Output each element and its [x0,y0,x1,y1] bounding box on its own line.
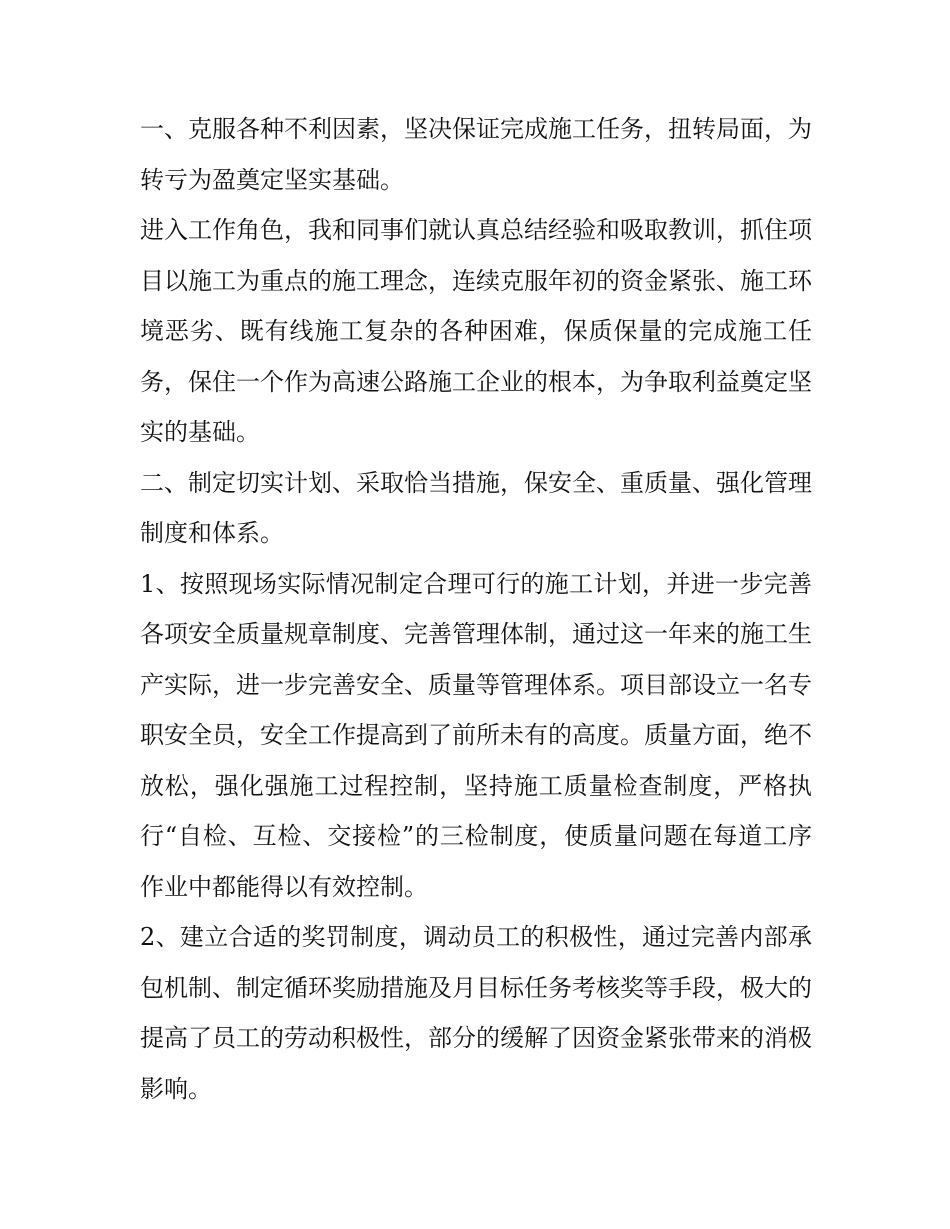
section-heading-2: 二、制定切实计划、采取恰当措施，保安全、重质量、强化管理制度和体系。 [140,468,812,547]
section-heading-1: 一、克服各种不利因素，坚决保证完成施工任务，扭转局面，为转亏为盈奠定坚实基础。 [140,115,812,194]
body-paragraph-2: 1、按照现场实际情况制定合理可行的施工计划，并进一步完善各项安全质量规章制度、完善管理体制，通过这一年来的施工生产实际，进一步完善安全、质量等管理体系。项目部设立一名专职安全员，安全工作提高到了前所未有的高度。质量方面，绝不放松，强化强施工过程控制，坚持施工质量检查制度，严格执行“自检、互检、交接检”的三检制度，使质量问题在每道工序作业中都能得以有效控制。 [140,569,812,901]
body-paragraph-3: 2、建立合适的奖罚制度，调动员工的积极性，通过完善内部承包机制、制定循环奖励措施及月目标任务考核奖等手段，极大的提高了员工的劳动积极性，部分的缓解了因资金紧张带来的消极影响。 [140,923,812,1103]
body-paragraph-1: 进入工作角色，我和同事们就认真总结经验和吸取教训，抓住项目以施工为重点的施工理念，连续克服年初的资金紧张、施工环境恶劣、既有线施工复杂的各种困难，保质保量的完成施工任务，保住一个作为高速公路施工企业的根本，为争取利益奠定坚实的基础。 [140,216,812,446]
document-body [140,104,812,1114]
